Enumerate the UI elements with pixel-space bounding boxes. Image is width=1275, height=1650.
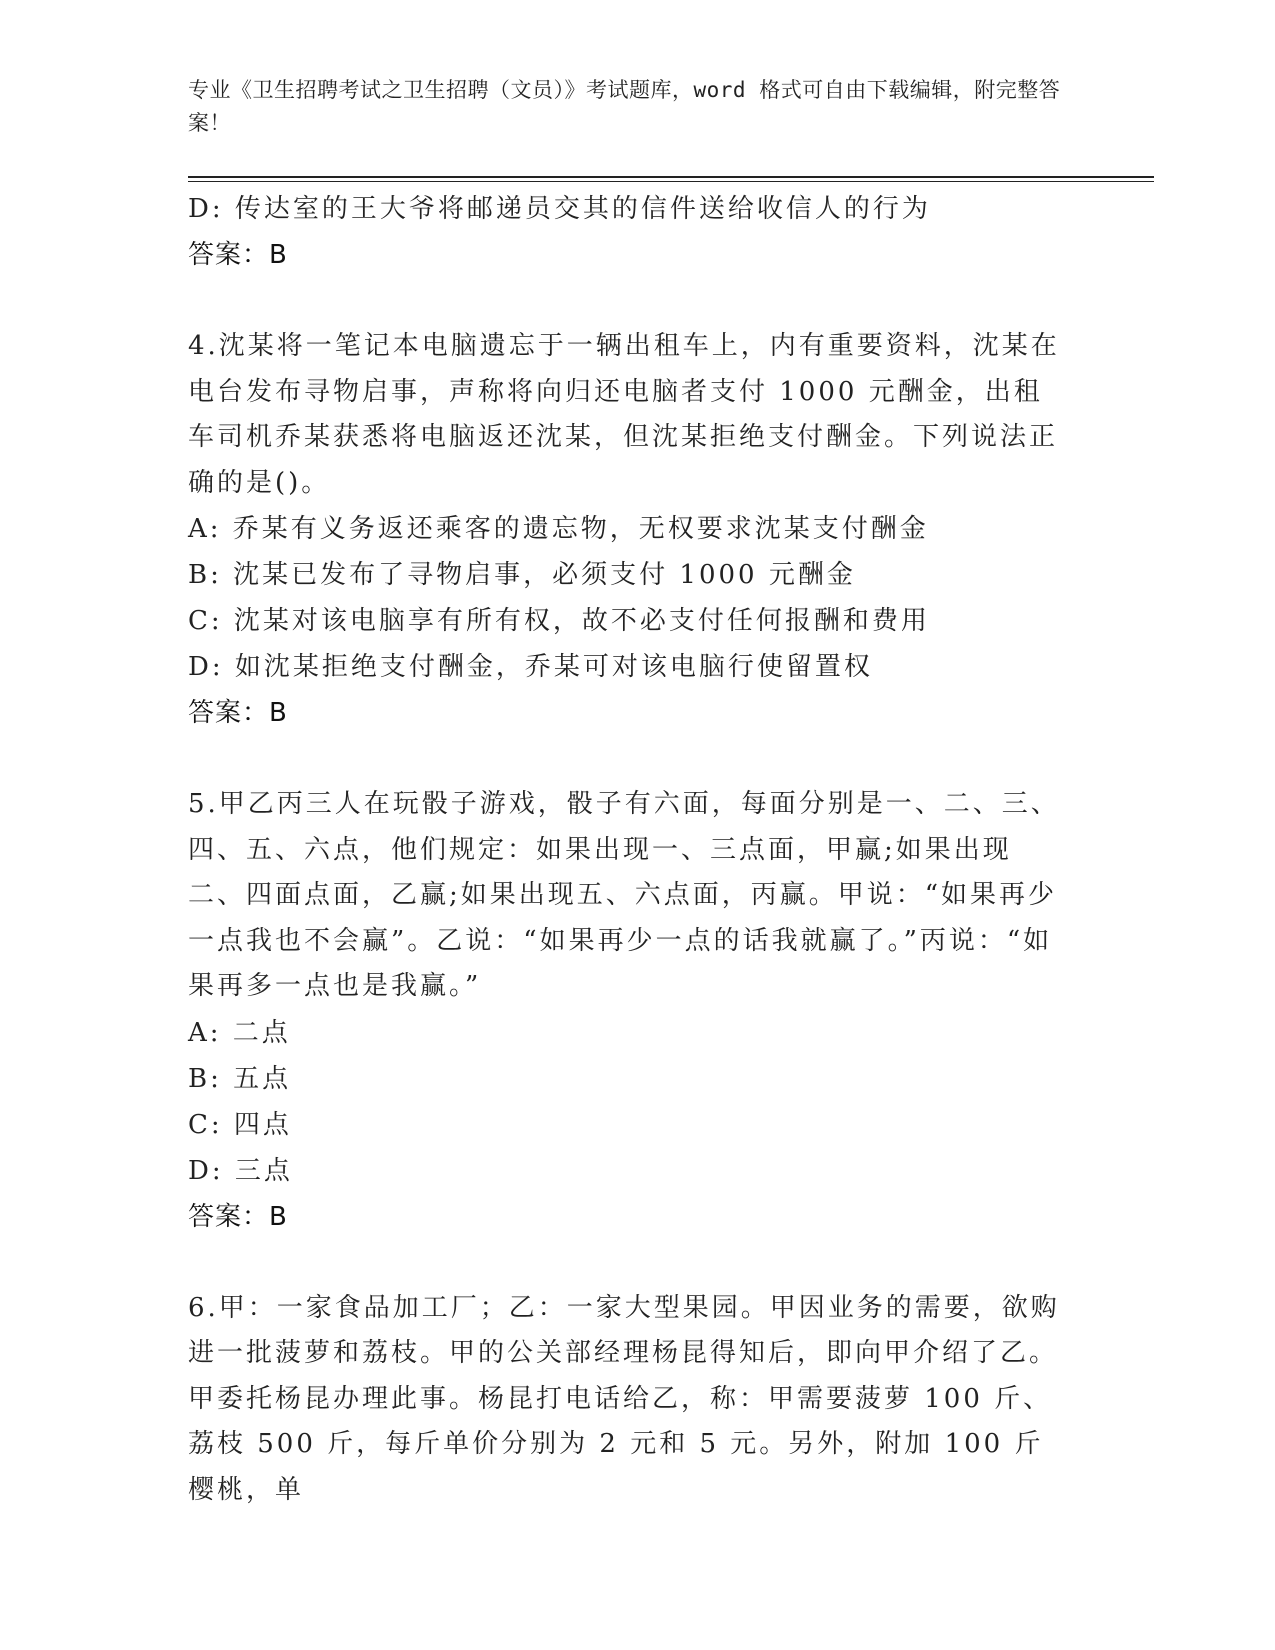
question-4 xyxy=(188,324,1068,736)
option-d: D: 传达室的王大爷将邮递员交其的信件送给收信人的行为 xyxy=(188,194,931,224)
question-5 xyxy=(188,782,1068,1240)
page-header: 专业《卫生招聘考试之卫生招聘（文员）》考试题库，word 格式可自由下载编辑，附完整答案！ xyxy=(188,78,1061,135)
option-d: D: 如沈某拒绝支付酬金，乔某可对该电脑行使留置权 xyxy=(188,652,873,682)
question-stem: 4.沈某将一笔记本电脑遗忘于一辆出租车上，内有重要资料，沈某在电台发布寻物启事，声称将向归还电脑者支付 1000 元酬金，出租车司机乔某获悉将电脑返还沈某，但沈某拒绝支付酬金。下列说法正确的是()。 xyxy=(188,331,1060,498)
question-3-tail xyxy=(188,186,1068,278)
question-stem: 5.甲乙丙三人在玩骰子游戏，骰子有六面，每面分别是一、二、三、四、五、六点，他们规定：如果出现一、三点面，甲赢;如果出现二、四面点面，乙赢;如果出现五、六点面，丙赢。甲说：“如果再少一点我也不会赢”。乙说：“如果再少一点的话我就赢了。”丙说：“如果再多一点也是我赢。” xyxy=(188,789,1060,1001)
question-content xyxy=(188,186,1068,1513)
option-b: B: 沈某已发布了寻物启事，必须支付 1000 元酬金 xyxy=(188,560,856,590)
option-c: C: 沈某对该电脑享有所有权，故不必支付任何报酬和费用 xyxy=(188,606,930,636)
option-b: B: 五点 xyxy=(188,1063,292,1094)
question-stem: 6.甲：一家食品加工厂；乙：一家大型果园。甲因业务的需要，欲购进一批菠萝和荔枝。甲的公关部经理杨昆得知后，即向甲介绍了乙。甲委托杨昆办理此事。杨昆打电话给乙，称：甲需要菠萝 100 斤、荔枝 500 斤，每斤单价分别为 2 元和 5 元。另外，附加 100 斤樱桃，单 xyxy=(188,1292,1060,1505)
question-6 xyxy=(188,1286,1068,1514)
option-c: C: 四点 xyxy=(188,1109,292,1140)
option-a: A: 乔某有义务返还乘客的遗忘物，无权要求沈某支付酬金 xyxy=(188,514,929,544)
option-a: A: 二点 xyxy=(188,1017,291,1048)
option-d: D: 三点 xyxy=(188,1155,293,1186)
header-divider xyxy=(188,176,1154,182)
answer-line: 答案：B xyxy=(188,698,288,728)
answer-line: 答案：B xyxy=(188,1201,288,1232)
answer-line: 答案：B xyxy=(188,240,288,270)
